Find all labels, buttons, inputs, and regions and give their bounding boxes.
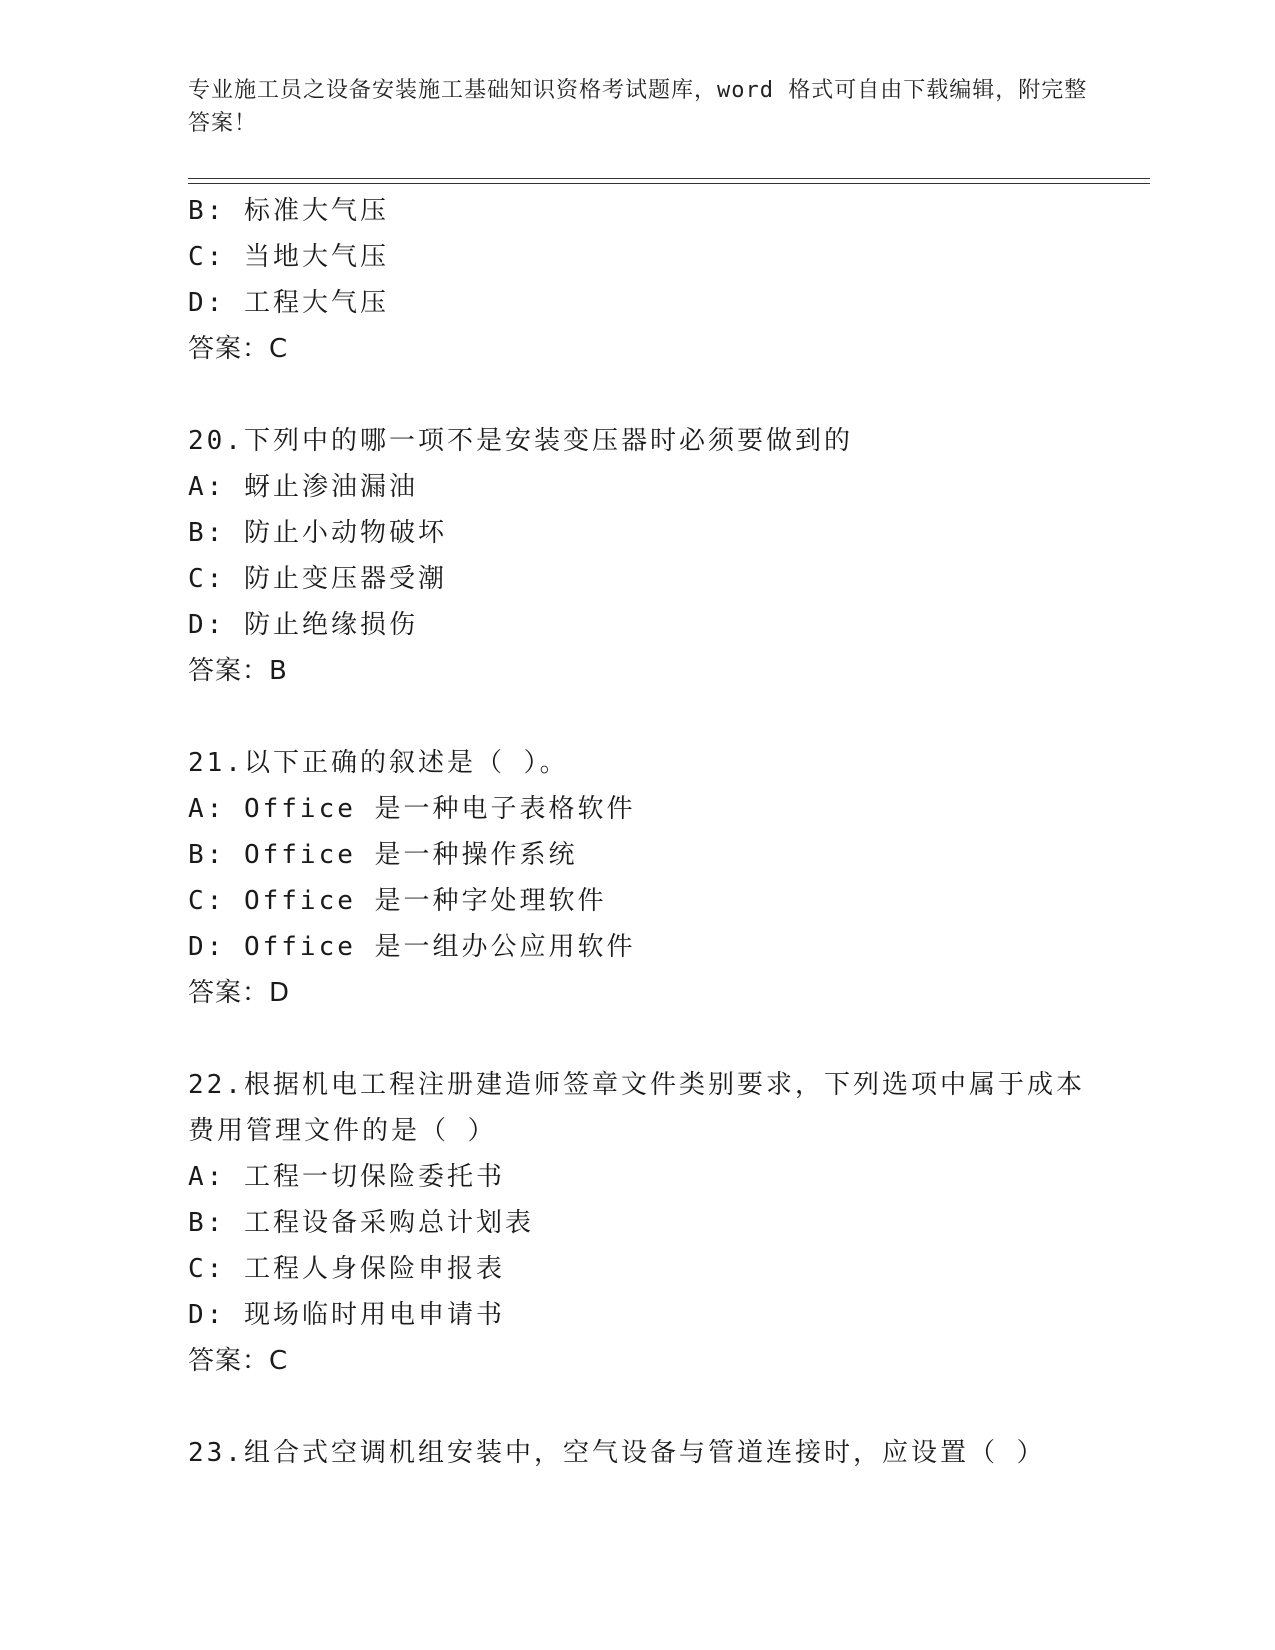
question-stem: 22.根据机电工程注册建造师签章文件类别要求，下列选项中属于成本费用管理文件的是（ ） [188,1070,1085,1146]
spacer [188,1384,1138,1430]
spacer [188,694,1138,740]
option-a: A: 工程一切保险委托书 [188,1162,505,1192]
question-stem: 20.下列中的哪一项不是安装变压器时必须要做到的 [188,426,853,456]
option-b: B: 标准大气压 [188,196,389,226]
option-d: D: 防止绝缘损伤 [188,610,418,640]
question-22 [188,1062,1138,1384]
question-20 [188,418,1138,694]
option-a: A: Office 是一种电子表格软件 [188,794,636,824]
answer: 答案：D [188,978,291,1008]
option-c: C: 工程人身保险申报表 [188,1254,505,1284]
option-d: D: 工程大气压 [188,288,389,318]
answer: 答案：C [188,334,289,364]
option-b: B: Office 是一种操作系统 [188,840,578,870]
question-stem: 23.组合式空调机组安装中，空气设备与管道连接时，应设置（ ） [188,1438,1046,1468]
option-a: A: 蚜止渗油漏油 [188,472,418,502]
answer: 答案：C [188,1346,289,1376]
spacer [188,372,1138,418]
option-c: C: 防止变压器受潮 [188,564,447,594]
option-d: D: 现场临时用电申请书 [188,1300,505,1330]
spacer [188,1016,1138,1062]
option-d: D: Office 是一组办公应用软件 [188,932,636,962]
header-rule-bottom [188,183,1150,184]
answer: 答案：B [188,656,288,686]
question-stem: 21.以下正确的叙述是（ ）。 [188,748,569,778]
question-21 [188,740,1138,1016]
option-c: C: Office 是一种字处理软件 [188,886,607,916]
question-list [188,188,1138,1476]
question-19-continued [188,188,1138,372]
question-23 [188,1430,1138,1476]
option-b: B: 防止小动物破坏 [188,518,447,548]
option-c: C: 当地大气压 [188,242,389,272]
option-b: B: 工程设备采购总计划表 [188,1208,534,1238]
document-header: 专业施工员之设备安装施工基础知识资格考试题库，word 格式可自由下载编辑，附完整答案！ [188,78,1088,136]
header-rule-top [188,178,1150,179]
